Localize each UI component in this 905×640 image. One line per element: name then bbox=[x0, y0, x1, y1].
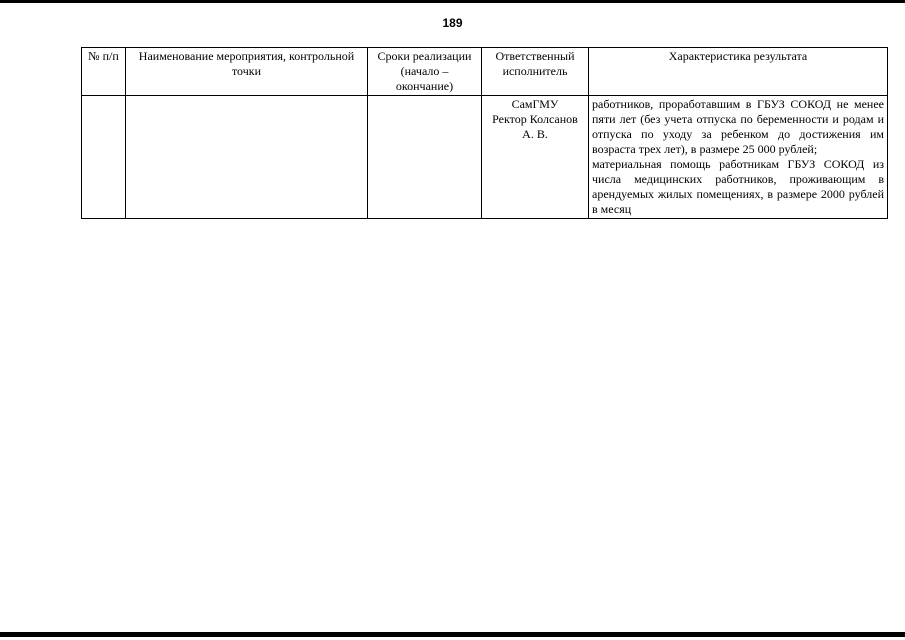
result-paragraph: работников, проработавшим в ГБУЗ СОКОД не менее пяти лет (без учета отпуска по беременности и родам и отпуска по уходу за ребенком до достижения им возраста трех лет), в размере 25 000 рублей; bbox=[592, 97, 884, 156]
table-header bbox=[82, 48, 888, 96]
cell-dates bbox=[368, 96, 482, 219]
table-row bbox=[82, 96, 888, 219]
responsible-org: СамГМУ bbox=[511, 97, 559, 111]
header-dates: Сроки реализации (начало – окончание) bbox=[368, 48, 482, 96]
header-responsible: Ответственный исполнитель bbox=[482, 48, 589, 96]
page-number: 189 bbox=[442, 16, 463, 30]
result-paragraph: материальная помощь работникам ГБУЗ СОКОД из числа медицинских работников, проживающим в арендуемых жилых помещениях, в размере 2000 рублей в месяц bbox=[592, 157, 884, 216]
cell-responsible bbox=[482, 96, 589, 219]
responsible-position: Ректор Колсанов bbox=[492, 112, 578, 126]
table-body bbox=[82, 96, 888, 219]
header-row bbox=[82, 48, 888, 96]
plan-table bbox=[81, 47, 888, 219]
header-result: Характеристика результата bbox=[589, 48, 888, 96]
cell-result bbox=[589, 96, 888, 219]
cell-name bbox=[126, 96, 368, 219]
responsible-initials: А. В. bbox=[522, 127, 548, 141]
header-name: Наименование мероприятия, контрольной точки bbox=[126, 48, 368, 96]
bottom-border-line bbox=[0, 632, 905, 637]
cell-num bbox=[82, 96, 126, 219]
top-border-line bbox=[0, 0, 905, 3]
header-num: № п/п bbox=[82, 48, 126, 96]
